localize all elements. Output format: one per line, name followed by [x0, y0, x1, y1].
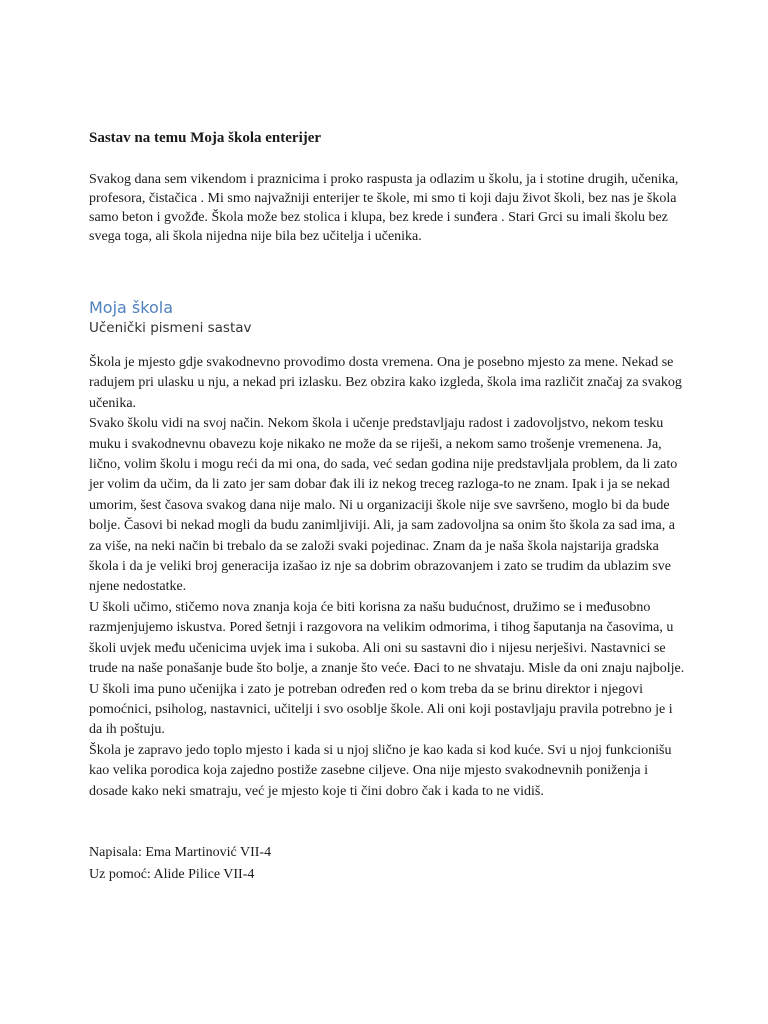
signature-block [89, 842, 689, 886]
essay-paragraph-3: U školi učimo, stičemo nova znanja koja će biti korisna za našu budućnost, družimo se i međusobno razmjenjujemo iskustva. Pored šetnji i razgovora na velikim odmorima, i tihog šaputanja na časovima, u školi uvjek među učenicima uvjek ima i sukoba. Ali oni su sastavni dio i nijesu nerješivi. Nastavnici se trude na naše ponašanje bude što bolje, a znanje što veće. Đaci to ne shvataju. Misle da oni znaju najbolje. U školi ima puno učenijka i zato je potreban određen red o kom treba da se brinu direktor i njegovi pomoćnici, psiholog, nastavnici, učitelji i svo osoblje škole. Ali oni koji postavljaju pravila potrebno je i da ih poštuju. [89, 599, 685, 738]
section-subheading: Učenički pismeni sastav [89, 320, 252, 336]
essay-body [89, 353, 689, 802]
section-heading: Moja škola [89, 298, 173, 317]
essay-paragraph-1: Škola je mjesto gdje svakodnevno provodimo dosta vremena. Ona je posebno mjesto za mene. Nekad se radujem pri ulasku u nju, a nekad pri izlasku. Bez obzira kako izgleda, škola ima različit značaj za svakog učenika. [89, 355, 682, 411]
author-line: Napisala: Ema Martinović VII-4 [89, 844, 272, 860]
intro-paragraph: Svakog dana sem vikendom i praznicima i proko raspusta ja odlazim u školu, ja i stotine drugih, učenika, profesora, čistačica . Mi smo najvažniji enterijer te škole, mi smo ti koji daju život školi, bez nas je škola samo beton i gvožđe. Škola može bez stolica i klupa, bez krede i sunđera . Stari Grci su imali školu bez svega toga, ali škola nijedna nije bila bez učitelja i učenika. [89, 172, 679, 244]
document-title: Sastav na temu Moja škola enterijer [89, 130, 322, 146]
helper-line: Uz pomoć: Alide Pilice VII-4 [89, 866, 255, 882]
essay-paragraph-4: Škola je zapravo jedo toplo mjesto i kada si u njoj slično je kao kada si kod kuće. Svi u njoj funkcionišu kao velika porodica koja zajedno postiže zasebne ciljeve. Ona nije mjesto svakodnevnih poniženja i dosade kako neki smatraju, već je mjesto koje ti čini dobro čak i kada to ne vidiš. [89, 742, 672, 799]
document-page [89, 128, 689, 886]
essay-paragraph-2: Svako školu vidi na svoj način. Nekom škola i učenje predstavljaju radost i zadovoljstvo, nekom tesku muku i svakodnevnu obavezu koje nikako ne može da se riješi, a nekom samo trošenje vremenena. Ja, lično, volim školu i mogu reći da mi ona, do sada, već sedan godina nije predstavljala problem, da li zato jer volim da učim, da li zato jer sam dobar đak ili iz nekog treceg razloga-to ne znam. Ipak i ja se nekad umorim, šest časova svakog dana nije malo. Ni u organizaciji škole nije sve savršeno, moglo bi da bude bolje. Časovi bi nekad mogli da budu zanimljiviji. Ali, ja sam zadovoljna sa onim što škola za sad ima, a za više, na neki način bi trebalo da se založi svaki pojedinac. Znam da je naša škola najstarija gradska škola i da je veliki broj generacija izašao iz nje sa dobrim obrazovanjem i zato se trudim da ublazim sve njene nedostatke. [89, 416, 678, 595]
